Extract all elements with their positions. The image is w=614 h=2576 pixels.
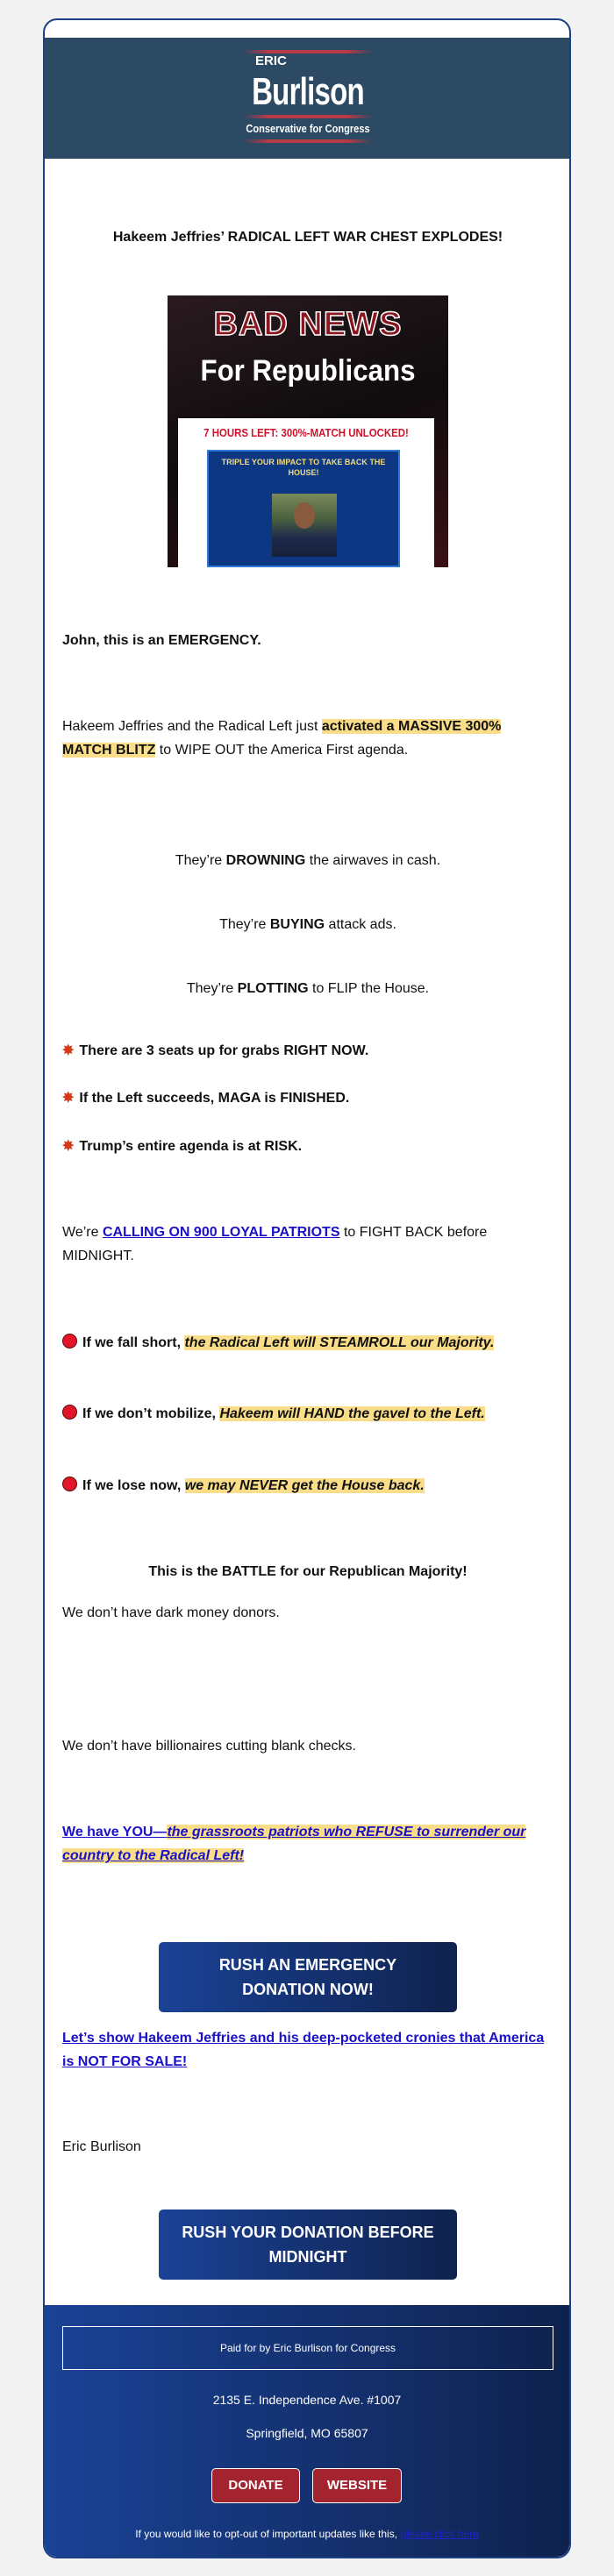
collision-icon: ✸ xyxy=(62,1139,75,1154)
logo-last-name: Burlison xyxy=(252,70,364,113)
footer xyxy=(45,2305,569,2558)
face xyxy=(294,502,315,529)
optout-text: If you would like to opt-out of important updates like this, please click here xyxy=(135,2528,479,2540)
battle-line: This is the BATTLE for our Republican Majority! xyxy=(148,1564,468,1579)
red-bullet: If we lose now, we may NEVER get the House back. xyxy=(62,1474,553,1498)
header-banner xyxy=(45,38,569,159)
collision-icon: ✸ xyxy=(62,1091,75,1106)
red-circle-icon xyxy=(62,1334,77,1348)
centered-line: They’re DROWNING the airwaves in cash. xyxy=(175,853,441,868)
text: to WIPE OUT the America First agenda. xyxy=(155,743,409,758)
logo-tagline: Conservative for Congress xyxy=(246,122,370,135)
logo-first-name: ERIC xyxy=(255,53,287,68)
portrait-photo xyxy=(272,494,337,557)
campaign-logo xyxy=(229,50,387,148)
headline: Hakeem Jeffries’ RADICAL LEFT WAR CHEST EXPLODES! xyxy=(112,230,503,245)
promo-inner xyxy=(178,418,434,567)
promo-line1: BAD NEWS xyxy=(213,306,403,343)
promo-image[interactable] xyxy=(168,295,448,567)
dark-money-line: We don’t have dark money donors. xyxy=(62,1605,280,1620)
collision-icon: ✸ xyxy=(62,1043,75,1058)
promo-line2: For Republicans xyxy=(200,354,416,388)
donate-button[interactable]: DONATE xyxy=(211,2468,300,2503)
lets-show-link[interactable]: Let’s show Hakeem Jeffries and his deep-pocketed cronies that America is NOT FOR SALE! xyxy=(62,2031,545,2069)
billionaires-line: We don’t have billionaires cutting blank checks. xyxy=(62,1739,356,1754)
boom-bullet: ✸ Trump’s entire agenda is at RISK. xyxy=(62,1139,303,1154)
red-circle-icon xyxy=(62,1405,77,1420)
optout-link[interactable]: please click here xyxy=(400,2528,479,2540)
promo-banner: 7 HOURS LEFT: 300%-MATCH UNLOCKED! xyxy=(203,426,409,439)
address-line1: 2135 E. Independence Ave. #1007 xyxy=(212,2393,402,2407)
call-paragraph: We’re CALLING ON 900 LOYAL PATRIOTS to FIGHT BACK before MIDNIGHT. xyxy=(62,1225,488,1263)
highlight: activated a MASSIVE 300% MATCH BLITZ xyxy=(62,719,502,758)
promo-box xyxy=(207,450,400,567)
centered-line: They’re BUYING attack ads. xyxy=(219,917,396,932)
boom-bullet: ✸ There are 3 seats up for grabs RIGHT NOW. xyxy=(62,1043,369,1058)
red-circle-icon xyxy=(62,1477,77,1491)
red-bullet: If we fall short, the Radical Left will STEAMROLL our Majority. xyxy=(62,1331,553,1355)
address-line2: Springfield, MO 65807 xyxy=(246,2426,368,2440)
greeting: John, this is an EMERGENCY. xyxy=(62,633,261,648)
logo-stripe xyxy=(243,139,373,143)
promo-box-text: TRIPLE YOUR IMPACT TO TAKE BACK THE HOUSE! xyxy=(221,458,386,477)
logo-stripe xyxy=(243,115,373,118)
emergency-donation-button[interactable]: RUSH AN EMERGENCY DONATION NOW! xyxy=(159,1942,457,2012)
paragraph-match xyxy=(62,715,553,762)
text: Hakeem Jeffries and the Radical Left just xyxy=(62,719,322,734)
boom-bullet: ✸ If the Left succeeds, MAGA is FINISHED. xyxy=(62,1091,350,1106)
centered-line: They’re PLOTTING to FLIP the House. xyxy=(186,981,430,996)
calling-link[interactable]: CALLING ON 900 LOYAL PATRIOTS xyxy=(102,1225,340,1240)
signature: Eric Burlison xyxy=(62,2139,141,2154)
red-bullet: If we don’t mobilize, Hakeem will HAND the gavel to the Left. xyxy=(62,1402,553,1426)
we-have-you-link[interactable]: We have YOU—the grassroots patriots who REFUSE to surrender our country to the Radical Left! xyxy=(62,1825,526,1863)
paid-for-disclaimer: Paid for by Eric Burlison for Congress xyxy=(62,2326,553,2370)
donation-before-midnight-button[interactable]: RUSH YOUR DONATION BEFORE MIDNIGHT xyxy=(159,2210,457,2280)
email-card xyxy=(43,18,571,2558)
website-button[interactable]: WEBSITE xyxy=(312,2468,402,2503)
